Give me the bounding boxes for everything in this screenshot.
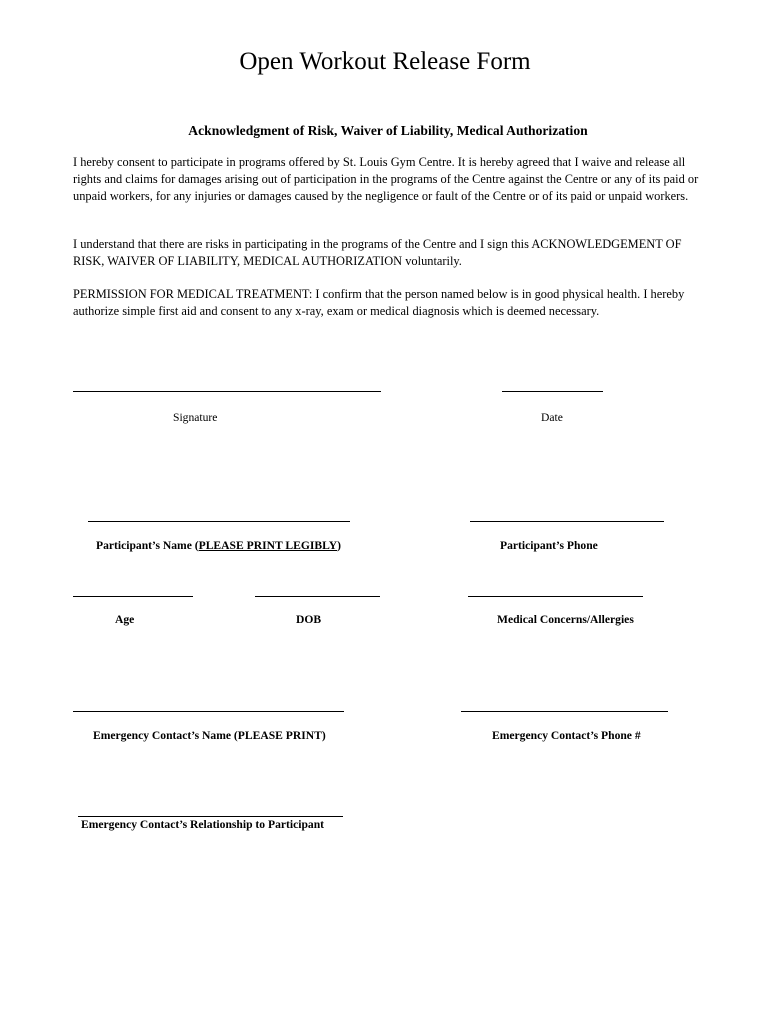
dob-line[interactable] — [255, 596, 380, 597]
participant-phone-line[interactable] — [470, 521, 664, 522]
participant-name-line[interactable] — [88, 521, 350, 522]
print-legibly-emphasis: PLEASE PRINT LEGIBLY — [198, 539, 338, 552]
participant-name-label: Participant’s Name (PLEASE PRINT LEGIBLY) — [96, 539, 342, 552]
waiver-paragraph: I hereby consent to participate in programs offered by St. Louis Gym Centre. It is hereby agreed that I waive and release all rights and claims for damages arising out of participation in the programs of the Centre against the Centre or any of its paid or unpaid workers, for any injuries or damages caused by the negligence or fault of the Centre or of its paid or unpaid workers. — [73, 155, 699, 203]
participant-phone-label: Participant’s Phone — [500, 539, 598, 552]
medical-permission-paragraph: PERMISSION FOR MEDICAL TREATMENT: I confirm that the person named below is in good physical health. I hereby authorize simple first aid and consent to any x-ray, exam or medical diagnosis which is deemed necessary. — [73, 287, 685, 318]
emergency-phone-label: Emergency Contact’s Phone # — [492, 729, 641, 742]
form-title: Open Workout Release Form — [239, 48, 531, 75]
emergency-phone-line[interactable] — [461, 711, 668, 712]
date-label: Date — [541, 411, 563, 424]
date-line[interactable] — [502, 391, 603, 392]
age-label: Age — [115, 613, 135, 626]
emergency-name-label: Emergency Contact’s Name (PLEASE PRINT) — [93, 729, 326, 742]
acknowledgement-paragraph: I understand that there are risks in participating in the programs of the Centre and I sign this ACKNOWLEDGEMENT OF RISK, WAIVER OF LIABILITY, MEDICAL AUTHORIZATION voluntarily. — [73, 237, 682, 268]
medical-concerns-line[interactable] — [468, 596, 643, 597]
signature-line[interactable] — [73, 391, 381, 392]
age-line[interactable] — [73, 596, 193, 597]
emergency-relationship-line[interactable] — [78, 816, 343, 817]
emergency-relationship-label: Emergency Contact’s Relationship to Participant — [81, 818, 325, 831]
dob-label: DOB — [296, 613, 322, 626]
form-subtitle: Acknowledgment of Risk, Waiver of Liability, Medical Authorization — [188, 123, 588, 138]
medical-concerns-label: Medical Concerns/Allergies — [497, 613, 634, 626]
signature-label: Signature — [173, 411, 218, 424]
emergency-name-line[interactable] — [73, 711, 344, 712]
